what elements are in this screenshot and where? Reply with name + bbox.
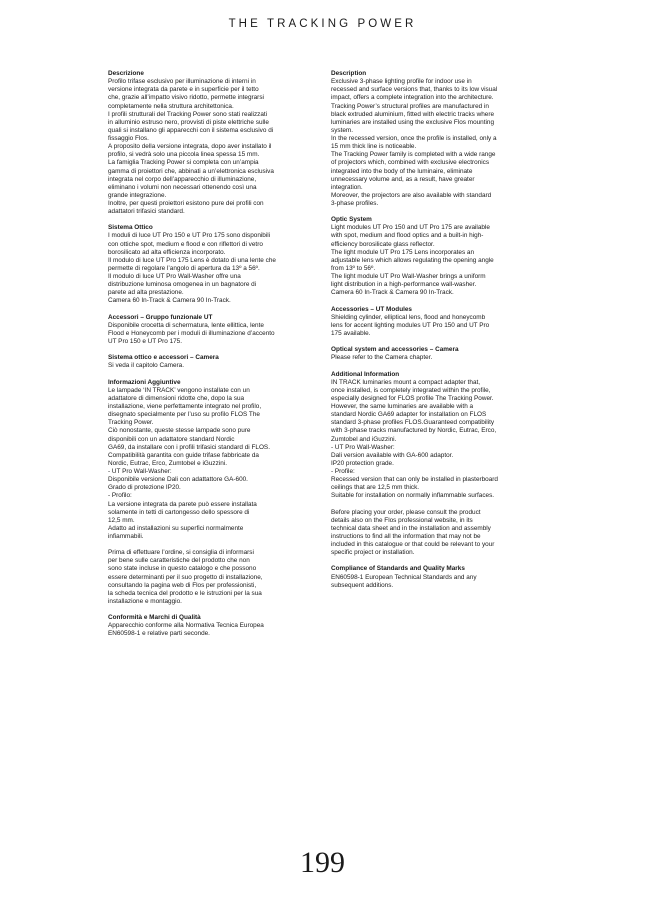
text-line: In the recessed version, once the profile is installed, only a [331,135,497,142]
text-line: Grado di protezione IP20. [108,484,181,492]
text-line: parete ad alta prestazione. [108,289,184,297]
text-line: Dali version available with GA-600 adaptor. [331,451,454,459]
text-line: La famiglia Tracking Power si completa con un’ampia [108,159,259,167]
text-line: permette di regolare l’angolo di apertura da 13º a 56º. [108,264,260,272]
text-line: impact, offers a complete integration into the architecture. [331,94,494,102]
section-heading: Additional Information [331,370,400,378]
text-line: specific project or installation. [331,549,415,557]
text-line: from 13º to 56º. [331,264,376,272]
text-line: La versione integrata da parete può essere installata [108,500,257,508]
body-paragraph [108,322,316,346]
italian-text-column [108,70,316,647]
section-heading: Optical system and accessories – Camera [331,346,459,354]
body-paragraph [108,549,316,606]
text-line: Si veda il capitolo Camera. [108,362,185,370]
text-line: - Profilo: [108,492,132,500]
text-line: con ottiche spot, medium e flood e con riflettori di vetro [108,240,263,248]
text-line: of projectors which, combined with exclusive electronics [331,159,490,167]
english-text-column [331,70,543,598]
text-line: 15 mm thick line is noticeable. [331,143,417,151]
text-line: in alluminio estruso nero, provvisti di piste elettriche sulle [108,118,269,126]
text-line: adjustable lens which allows regulating the opening angle [331,256,494,264]
text-line: Please refer to the Camera chapter. [331,354,433,362]
text-line: solamente in tetti di cartongesso dello spessore di [108,508,250,516]
text-line: eliminano i volumi non necessari ottenendo così una [108,183,257,191]
text-line: Disponibile versione Dali con adattattore GA-600. [108,476,248,484]
text-line: Camera 60 In-Track & Camera 90 In-Track. [331,289,454,297]
text-line: Camera 60 In-Track & Camera 90 In-Track. [108,297,231,305]
text-line: infiammabili. [108,533,144,540]
text-line: Compatibilità garantita con guide trifase fabbricate da [108,451,259,459]
text-line: - UT Pro Wall-Washer: [108,468,172,475]
section-heading: Sistema ottico e accessori – Camera [108,354,219,362]
text-line: sono state incluse in questo catalogo e che possono [108,565,257,573]
body-paragraph [331,224,543,297]
text-line: 3-phase profiles. [331,200,379,207]
section-informazioni-aggiuntive [108,379,316,606]
section-sistema-ottico [108,224,316,305]
text-line: completamente nella struttura architettonica. [108,102,234,110]
text-line: Prima di effettuare l’ordine, si consiglia di informarsi [108,549,254,557]
body-paragraph [331,379,543,501]
section-optical-system-and-accessories-camera [331,346,543,362]
text-line: A proposito della versione integrata, dopo aver installato il [108,143,272,151]
text-line: essere determinanti per il suo progetto di installazione, [108,573,263,581]
text-line: IP20 protection grade. [331,459,394,467]
text-line: with spot, medium and flood optics and a built-in high- [331,232,484,240]
text-line: disegnato specialmente per l’uso su profilo FLOS The [108,411,260,419]
text-line: borosilicato ad alta efficienza incorporato. [108,248,226,256]
section-heading: Accessories – UT Modules [331,305,412,313]
text-line: Adatto ad installazioni su superfici normalmente [108,524,244,532]
text-line: Profilo trifase esclusivo per illuminazione di interni in [108,78,256,86]
text-line: details also on the Flos professional website, in its [331,516,473,524]
text-line: Inoltre, per questi proiettori esistono pure dei profili con [108,200,264,207]
section-heading: Description [331,70,367,77]
text-line: 12,5 mm. [108,516,135,524]
text-line: profilo, si vedrà solo una piccola linea spessa 15 mm. [108,151,260,159]
text-line: However, the same luminaries are available with a [331,403,474,410]
text-line: installazione e montaggio. [108,597,182,605]
body-paragraph [108,78,316,216]
text-line: fissaggio Flos. [108,135,149,142]
text-line: distribuzione luminosa omogenea in un bagnatore di [108,281,257,289]
body-paragraph [108,387,316,541]
section-sistema-ottico-e-accessori-camera [108,354,316,370]
text-line: installazione, viene perfettamente integrato nel profilo, [108,403,262,410]
text-line: The light module UT Pro Wall-Washer brings a uniform [331,273,486,281]
text-line: EN60598-1 e relative parti seconde. [108,630,210,638]
body-paragraph [108,622,316,638]
text-line: integrata nel corpo dell’apparecchio di illuminazione, [108,175,257,183]
section-additional-information [331,371,543,558]
section-accessories-ut-modules [331,306,543,339]
text-line: included in this catalogue or that could be relevant to your [331,541,495,549]
text-line: I profili strutturali del Tracking Power sono stati realizzati [108,110,268,118]
page-number: 199 [300,846,345,879]
text-line: Ciò nonostante, queste stesse lampade sono pure [108,427,251,435]
section-optic-system [331,216,543,297]
text-line: che, grazie all’impatto visivo ridotto, permette integrarsi [108,94,264,102]
section-heading: Compliance of Standards and Quality Marks [331,565,465,573]
section-descrizione [108,70,316,216]
text-line: Il modulo di luce UT Pro Wall-Washer offre una [108,273,241,281]
text-line: with 3-phase tracks manufactured by Nordic, Eutrac, Erco, [331,427,497,435]
text-line: IN TRACK luminaries mount a compact adapter that, [331,378,481,386]
text-line: Moreover, the projectors are also available with standard [331,191,492,199]
text-line: subsequent additions. [331,581,394,589]
text-line: unnecessary volume and, as a result, have greater [331,175,475,183]
text-line: adattatore di dimensioni ridotte che, dopo la sua [108,394,245,402]
text-line: standard 3-phase profiles FLOS.Guaranteed compatibility [331,419,495,427]
page-header-title: THE TRACKING POWER [228,18,417,30]
text-line: technical data sheet and in the installation and assembly [331,524,491,532]
text-line: Zumtobel and iGuzzini. [331,435,397,443]
body-paragraph [108,362,316,370]
text-line: GA69, da installare con i profili trifasici standard di FLOS. [108,443,270,451]
body-paragraph [331,314,543,338]
text-line: Le lampade ‘IN TRACK’ vengono installate con un [108,386,250,394]
text-line: Light modules UT Pro 150 and UT Pro 175 are available [331,224,490,232]
text-line: system. [331,126,354,134]
section-heading: Conformità e Marchi di Qualità [108,614,201,622]
text-line: Flood e Honeycomb per i moduli di illuminazione d’accento [108,329,275,337]
text-line: Disponibile crocetta di schermatura, lente ellittica, lente [108,321,264,329]
text-line: The Tracking Power family is completed with a wide range [331,151,496,159]
text-line: Apparecchio conforme alla Normativa Tecnica Europea [108,622,264,630]
text-line: Tracking Power. [108,419,154,427]
text-line: gamma di proiettori che, abbinati a un’elettronica esclusiva [108,167,274,175]
text-line: consultando la pagina web di Flos per professionisti, [108,581,257,589]
text-line: Recessed version that can only be installed in plasterboard [331,476,498,484]
text-line: integration. [331,183,363,191]
text-line: The light module UT Pro 175 Lens incorporates an [331,248,475,256]
text-line: integrated into the body of the luminaire, eliminate [331,167,473,175]
text-line: black extruded aluminium, fitted with electric tracks where [331,110,495,118]
text-line: light distribution in a high-performance wall-washer. [331,281,477,289]
section-compliance-of-standards-and-quality-marks [331,565,543,589]
section-heading: Informazioni Aggiuntive [108,378,181,386]
text-line: especially designed for FLOS profile The Tracking Power. [331,394,494,402]
text-line: la scheda tecnica del prodotto e le istruzioni per la sua [108,589,262,597]
text-line: Nordic, Eutrac, Erco, Zumtobel e iGuzzini. [108,459,227,467]
section-heading: Accessori – Gruppo funzionale UT [108,313,213,321]
section-heading: Sistema Ottico [108,224,153,232]
text-line: ceilings that are 12,5 mm thick. [331,484,420,492]
body-paragraph [331,354,543,362]
body-paragraph [331,78,543,208]
body-paragraph [108,232,316,305]
text-line: EN60598-1 European Technical Standards and any [331,573,477,581]
section-heading: Optic System [331,216,372,224]
section-conformit-e-marchi-di-qualit [108,614,316,638]
section-accessori-gruppo-funzionale-ut [108,314,316,347]
text-line: quali si installano gli apparecchi con il sistema esclusivo di [108,126,274,134]
section-description [331,70,543,208]
text-line: recessed and surface versions that, thanks to its low visual [331,86,498,94]
text-line: Exclusive 3-phase lighting profile for indoor use in [331,78,472,86]
text-line: UT Pro 150 e UT Pro 175. [108,338,183,346]
text-line: Shielding cylinder, elliptical lens, flood and honeycomb [331,313,486,321]
text-line: adattatori trifasici standard. [108,208,185,216]
text-line: instructions to find all the information that may not be [331,532,481,540]
text-line: versione integrata da parete e in superficie per il tetto [108,86,259,94]
paragraph-gap [108,541,316,549]
text-line: 175 available. [331,329,371,337]
text-line: Il modulo di luce UT Pro 175 Lens è dotato di una lente che [108,256,276,264]
paragraph-gap [331,501,543,509]
body-paragraph [331,509,543,558]
section-heading: Descrizione [108,70,144,77]
text-line: Tracking Power’s structural profiles are manufactured in [331,102,489,110]
text-line: per bene sulle caratteristiche del prodotto che non [108,557,250,565]
text-line: efficiency borosilicate glass reflector. [331,240,435,248]
text-line: luminaries are installed using the exclusive Flos mounting [331,118,495,126]
text-line: - UT Pro Wall-Washer: [331,443,395,451]
text-line: - Profile: [331,468,355,475]
text-line: once installed, is completely integrated within the profile, [331,386,491,394]
text-line: grande integrazione. [108,191,167,199]
text-line: Suitable for installation on normally inflammable surfaces. [331,492,495,500]
text-line: disponibili con un adattatore standard Nordic [108,435,235,443]
body-paragraph [331,574,543,590]
text-line: lens for accent lighting modules UT Pro 150 and UT Pro [331,321,490,329]
text-line: Before placing your order, please consult the product [331,508,481,516]
text-line: I moduli di luce UT Pro 150 e UT Pro 175 sono disponibili [108,232,271,240]
text-line: standard Nordic GA69 adapter for installation on FLOS [331,411,487,419]
